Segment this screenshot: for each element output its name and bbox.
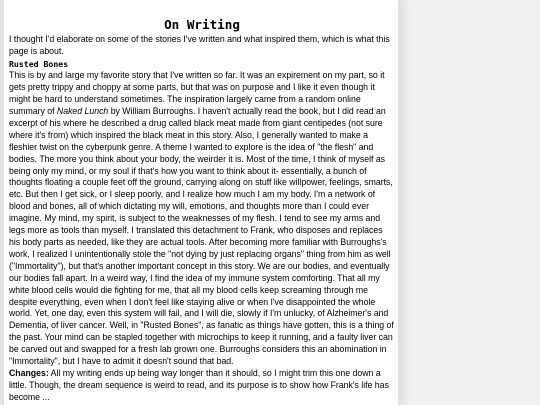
intro-paragraph: I thought I'd elaborate on some of the stories I've written and what inspired them, which is what this page is about. xyxy=(9,34,390,56)
rusted-bones-paragraph xyxy=(9,70,395,368)
changes-label: Changes: xyxy=(9,367,49,378)
paragraph-text-rest: by William Burroughs. I haven't actually read the book, but I did read an excerpt of his where he described a drug called black meat made from giant centipedes (not sure where it's from) which inspired the black meat in this story. Also, I generally wanted to make a fleshier twist on the cyberpunk genre. A theme I wanted to explore is the idea of "the flesh" and bodies. The more you think about your body, the weirder it is. Most of the time, I think of myself as being only my mind, or my soul if that's how you want to think about it- essentially, a bunch of thoughts floating a couple feet off the ground, carrying along on stuff like willpower, feelings, smarts, etc. But then I get sick, or I sleep poorly, and I realize how much I am my body. I'm a network of blood and bones, all of which dictating my will, emotions, and thoughts more than I could ever imagine. My mind, my spirit, is subject to the weaknesses of my flesh. I tend to see my arms and legs more as tools than myself. I translated this detachment to Frank, who disposes and replaces his body parts as needed, like they are actual tools. After becoming more familiar with Burroughs's work, I realized I unintentionally stole the "not dying by just replacing organs" thing from him as well ("Immortality"), but that's another important concept in this story. We are our bodies, and eventually our bodies fall apart. In a weird way, I find the idea of my immune system comforting. That all my white blood cells would die fighting for me, that all my blood cells keep screaming through me despite everything, even when I don't feel like staying alive or when I've disappointed the whole world. Yet, one day, even this system will fail, and I will die, slowly if I'm unlucky, of Alzheimer's and Dementia, of liver cancer. Well, in "Rusted Bones", as fanatic as things have gotten, this is a thing of the past. Your mind can be stapled together with microchips to keep it running, and a faulty liver can be carved out and swapped for a fresh lab grown one. Burroughs considers this an abomination in "Immortality", but I have to admit it doesn't sound that bad. xyxy=(9,106,394,367)
paragraph-text-start: This is by and large my favorite story that I've written so far. It was an expirement on my part, so it gets pretty trippy and choppy at some parts, but that was on purpose and I like it even though it might be hard to understand sometimes. The inspiration largely came from a random online summary of xyxy=(9,70,385,117)
section-heading-rusted-bones: Rusted Bones xyxy=(9,58,69,69)
changes-paragraph xyxy=(9,368,395,404)
document-page xyxy=(4,0,398,405)
book-title-naked-lunch: Naked Lunch xyxy=(56,106,109,117)
changes-text: All my writing ends up being way longer than it should, so I might trim this one down a little. Though, the dream sequence is weird to read, and its purpose is to show how Frank's life has become ... xyxy=(9,367,389,402)
page-title: On Writing xyxy=(164,17,240,32)
